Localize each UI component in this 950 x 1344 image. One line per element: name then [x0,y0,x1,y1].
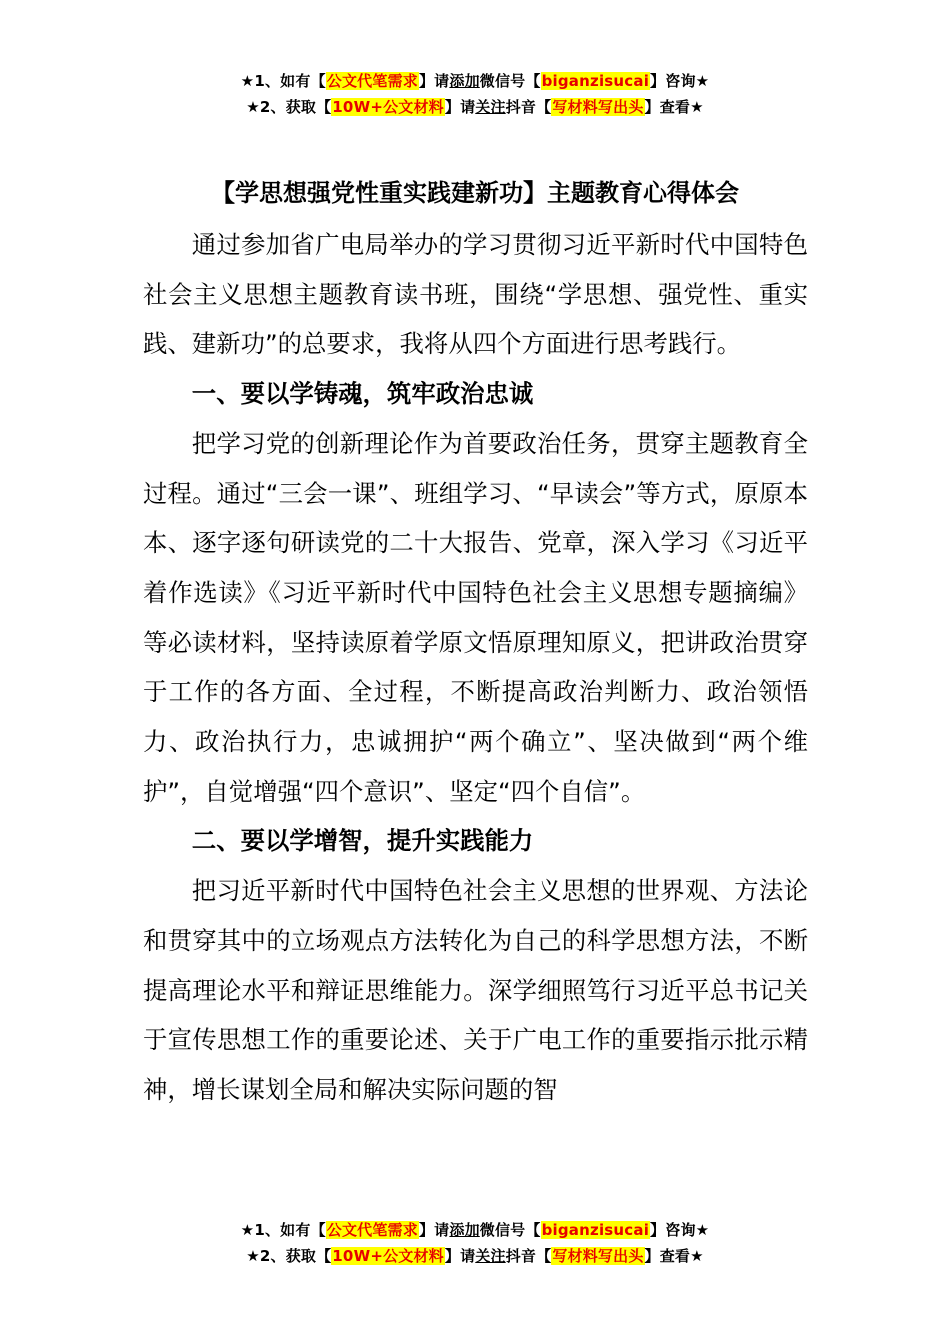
star-icon: ★ [695,72,710,90]
intro-paragraph: 通过参加省广电局举办的学习贯彻习近平新时代中国特色社会主义思想主题教育读书班，围绕“学思想、强党性、重实践、建新功”的总要求，我将从四个方面进行思考践行。 [143,230,808,359]
footer-banner [0,1217,950,1269]
section-heading-1: 一、要以学铸魂，筑牢政治忠诚 [191,379,534,409]
banner-line-1: ★1、如有【公文代笔需求】请添加微信号【biganzisucai】咨询★ [240,72,710,90]
highlight-materials: 10W+公文材料 [332,1247,444,1265]
star-icon: ★ [690,98,704,116]
star-icon: ★ [246,98,260,116]
highlight-ghostwriting: 公文代笔需求 [326,1221,418,1239]
star-icon: ★ [690,1247,704,1265]
section-paragraph-2: 把习近平新时代中国特色社会主义思想的世界观、方法论和贯穿其中的立场观点方法转化为自己的科学思想方法，不断提高理论水平和辩证思维能力。深学细照笃行习近平总书记关于宣传思想工作的重要论述、关于广电工作的重要指示批示精神，增长谋划全局和解决实际问题的智 [143,876,808,1104]
highlight-douyin-account: 写材料写出头 [552,98,644,116]
star-icon: ★ [240,72,255,90]
star-icon: ★ [246,1247,260,1265]
highlight-materials: 10W+公文材料 [332,98,444,116]
highlight-wechat-id: biganzisucai [541,72,650,90]
star-icon: ★ [240,1221,255,1239]
section-paragraph-1: 把学习党的创新理论作为首要政治任务，贯穿主题教育全过程。通过“三会一课”、班组学习、“早读会”等方式，原原本本、逐字逐句研读党的二十大报告、党章，深入学习《习近平着作选读》《习近平新时代中国特色社会主义思想专题摘编》等必读材料，坚持读原着学原文悟原理知原义，把讲政治贯穿于工作的各方面、全过程，不断提高政治判断力、政治领悟力、政治执行力，忠诚拥护“两个确立”、坚决做到“两个维护”，自觉增强“四个意识”、坚定“四个自信”。 [143,428,808,806]
banner-line-2: ★2、获取【10W+公文材料】请关注抖音【写材料写出头】查看★ [246,1247,704,1265]
document-title: 【学思想强党性重实践建新功】主题教育心得体会 [211,179,739,207]
star-icon: ★ [695,1221,710,1239]
document-body [143,220,808,1115]
highlight-ghostwriting: 公文代笔需求 [326,72,418,90]
section-heading-2: 二、要以学增智，提升实践能力 [191,826,534,856]
header-banner [0,68,950,120]
highlight-douyin-account: 写材料写出头 [552,1247,644,1265]
banner-line-1: ★1、如有【公文代笔需求】请添加微信号【biganzisucai】咨询★ [240,1221,710,1239]
highlight-wechat-id: biganzisucai [541,1221,650,1239]
banner-line-2: ★2、获取【10W+公文材料】请关注抖音【写材料写出头】查看★ [246,98,704,116]
